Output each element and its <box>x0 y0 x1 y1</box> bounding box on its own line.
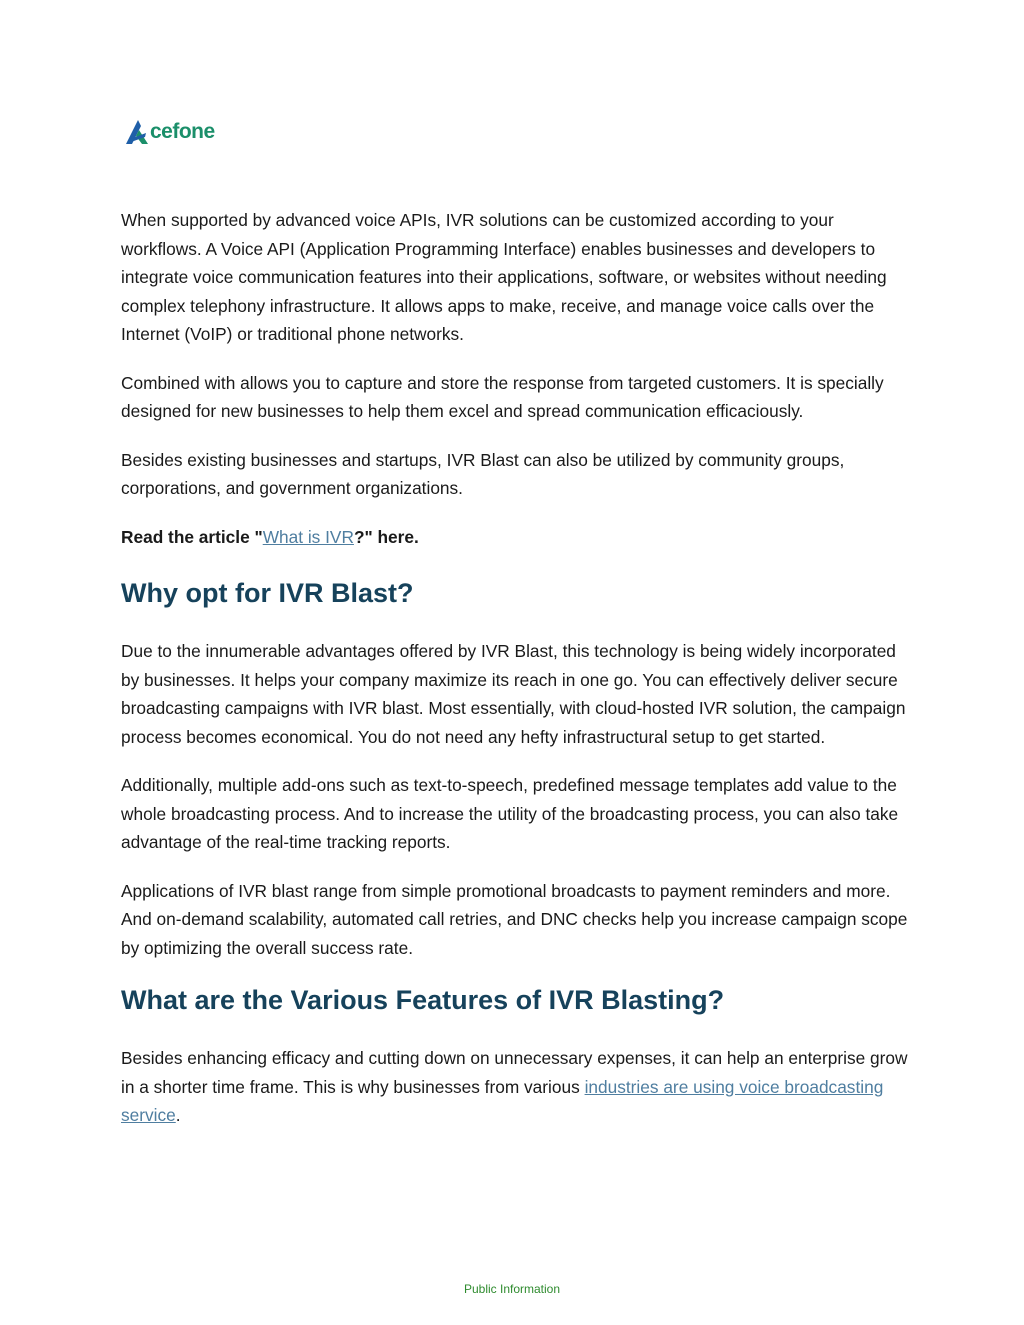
paragraph-applications: Applications of IVR blast range from simple promotional broadcasts to payment reminders and more. And on-demand scalability, automated call retries, and DNC checks help you increase campaign scope by optimizing the overall success rate. <box>121 880 908 958</box>
paragraph-advantages: Due to the innumerable advantages offered by IVR Blast, this technology is being widely incorporated by businesses. It helps your company maximize its reach in one go. You can effectively deliver secure broadcasting campaigns with IVR blast. Most essentially, with cloud-hosted IVR solution, the campaign process becomes economical. You do not need any hefty infrastructural setup to get started. <box>121 641 906 747</box>
article-body <box>121 206 911 1150</box>
read-article-prefix: Read the article " <box>121 526 263 547</box>
paragraph-voice-api: When supported by advanced voice APIs, IVR solutions can be customized according to your workflows. A Voice API (Application Programming Interface) enables businesses and developers to integrate voice communication features into their applications, software, or websites without needing complex telephony infrastructure. It allows apps to make, receive, and manage voice calls over the Internet (VoIP) or traditional phone networks. <box>121 210 887 344</box>
heading-why-opt: Why opt for IVR Blast? <box>121 578 414 608</box>
paragraph-besides-existing: Besides existing businesses and startups, IVR Blast can also be utilized by community groups, corporations, and government organizations. <box>121 449 845 498</box>
paragraph-enterprise-suffix: . <box>175 1105 181 1125</box>
industries-link[interactable]: industries are using voice broadcasting service <box>121 1076 884 1125</box>
heading-features: What are the Various Features of IVR Blasting? <box>121 985 725 1015</box>
footer-label: Public Information <box>463 1282 561 1296</box>
paragraph-add-ons: Additionally, multiple add-ons such as text-to-speech, predefined message templates add value to the whole broadcasting process. And to increase the utility of the broadcasting process, you can also take advantage of the real-time tracking reports. <box>121 775 899 852</box>
what-is-ivr-link[interactable]: What is IVR <box>262 526 354 547</box>
logo-text: cefone <box>150 120 215 143</box>
acefone-logo <box>126 116 215 148</box>
read-article-line <box>121 523 911 552</box>
read-article-suffix: ?" here. <box>353 526 419 547</box>
paragraph-enterprise-text: Besides enhancing efficacy and cutting down on unnecessary expenses, it can help an enterprise grow in a shorter time frame. This is why businesses from various <box>121 1048 908 1097</box>
paragraph-combined: Combined with allows you to capture and store the response from targeted customers. It is specially designed for new businesses to help them excel and spread communication efficaciously. <box>121 372 884 421</box>
acefone-logo-icon <box>126 118 152 146</box>
paragraph-enterprise <box>121 1044 911 1130</box>
